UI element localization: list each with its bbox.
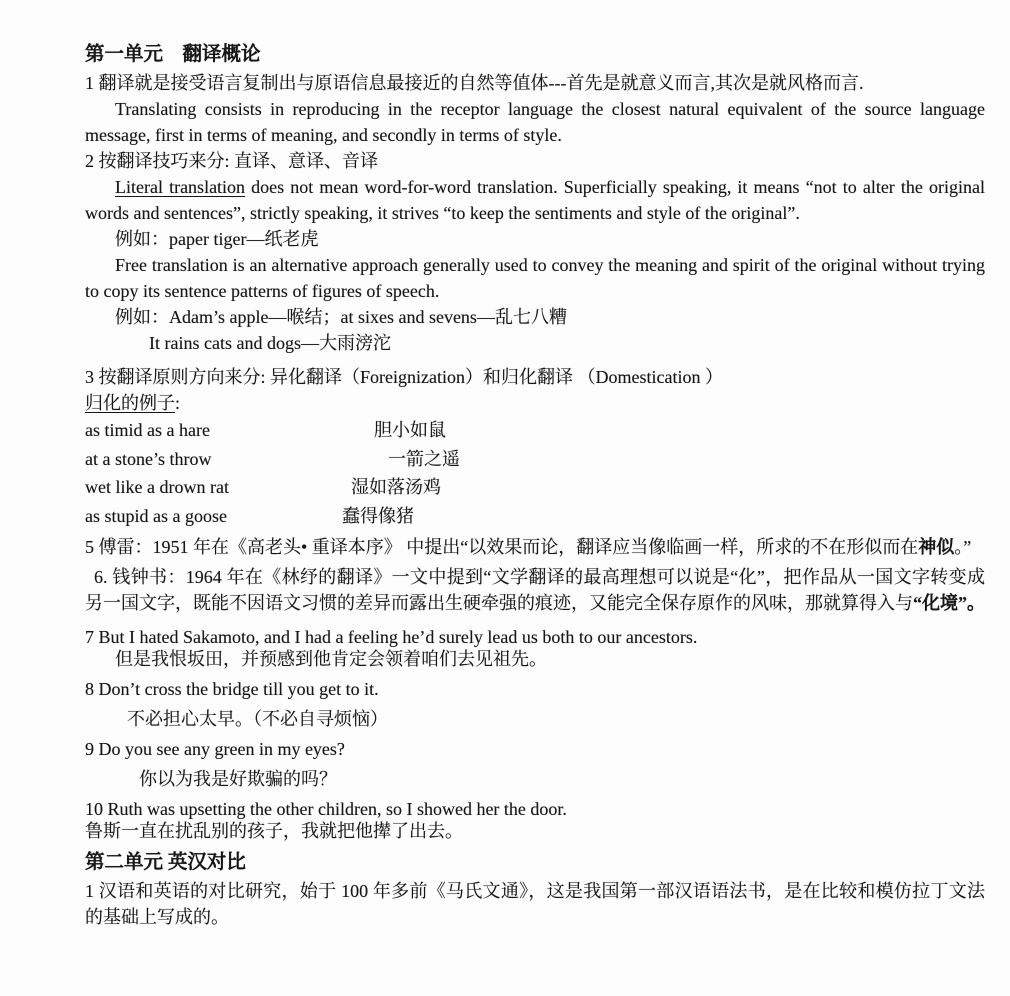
point7-en-segment-0: 7 But I hated Sakamoto, and I had a feeling he’d surely lead us both to our ancestors. — [85, 627, 698, 647]
point8-en-segment-0: 8 Don’t cross the bridge till you get to it. — [85, 679, 379, 699]
pair-hare-chinese: 胆小如鼠 — [374, 420, 446, 440]
free-example-2 — [85, 330, 985, 356]
point10-cn-segment-0: 鲁斯一直在扰乱别的孩子，我就把他撵了出去。 — [85, 821, 463, 841]
point5-fulei — [85, 534, 985, 560]
point8-cn — [85, 706, 985, 732]
free-example-2-segment-0: It rains cats and dogs—大雨滂沱 — [149, 333, 391, 353]
pair-rat-english: wet like a drown rat — [85, 477, 229, 497]
point5-fulei-segment-1: 神似 — [918, 537, 955, 557]
pair-hare-english: as timid as a hare — [85, 420, 210, 440]
point8-cn-segment-0: 不必担心太早。（不必自寻烦恼） — [127, 709, 388, 729]
domestication-examples-label — [85, 390, 985, 416]
pair-rat — [85, 474, 985, 502]
unit2-heading-segment-0: 第二单元 英汉对比 — [85, 852, 246, 873]
point6-qianzhongshu — [85, 564, 985, 616]
pair-stone-chinese: 一箭之遥 — [388, 448, 460, 469]
pair-goose — [85, 503, 985, 531]
point5-fulei-segment-2: 。” — [954, 537, 972, 557]
point7-cn-segment-0: 但是我恨坂田，并预感到他肯定会领着咱们去见祖先。 — [115, 649, 547, 669]
literal-example — [85, 226, 985, 252]
pair-rat-chinese: 湿如落汤鸡 — [351, 477, 441, 497]
point1-cn — [85, 70, 985, 96]
free-translation-def-segment-0: Free translation is an alternative approach generally used to convey the meaning and spirit of the original without trying to copy its sentence patterns of figures of speech. — [85, 255, 985, 301]
point6-qianzhongshu-segment-0: 6. 钱钟书：1964 年在《林纾的翻译》一文中提到“文学翻译的最高理想可以说是“化”，把作品从一国文字转变成另一国文字，既能不因语文习惯的差异而露出生硬牵强的痕迹，又能完全保存原作的风味，那就算得入与 — [85, 567, 985, 613]
free-example-1-segment-0: 例如：Adam’s apple—喉结；at sixes and sevens—乱七八糟 — [115, 307, 567, 327]
unit1-heading-segment-0: 第一单元 翻译概论 — [85, 44, 261, 65]
point8-en — [85, 676, 985, 702]
domestication-examples-label-segment-0: 归化的例子 — [85, 393, 175, 413]
pair-stone-english: at a stone’s throw — [85, 448, 212, 469]
free-translation-def — [85, 252, 985, 304]
point2-cn — [85, 148, 985, 174]
domestication-examples-label-segment-1: : — [175, 393, 181, 413]
literal-translation-def-segment-0: Literal translation — [115, 177, 246, 197]
pair-stone — [85, 446, 985, 474]
point9-cn — [85, 766, 985, 792]
point3-segment-0: 3 按翻译原则方向来分: 异化翻译（Foreignization）和归化翻译 （Domestication ） — [85, 367, 723, 387]
point9-en — [85, 736, 985, 762]
pair-hare — [85, 417, 985, 445]
unit1-heading — [85, 40, 985, 70]
point7-cn — [85, 646, 985, 672]
point6-qianzhongshu-segment-1: “化境”。 — [913, 593, 985, 613]
unit2-point1-segment-0: 1 汉语和英语的对比研究，始于 100 年多前《马氏文通》，这是我国第一部汉语语法书，是在比较和模仿拉丁文法的基础上写成的。 — [85, 881, 985, 927]
point2-cn-segment-0: 2 按翻译技巧来分: 直译、意译、音译 — [85, 151, 378, 171]
unit2-point1 — [85, 878, 985, 930]
point1-cn-segment-0: 1 翻译就是接受语言复制出与原语信息最接近的自然等值体---首先是就意义而言,其次是就风格而言. — [85, 73, 864, 93]
point10-en-segment-0: 10 Ruth was upsetting the other children, so I showed her the door. — [85, 799, 567, 819]
literal-translation-def — [85, 174, 985, 226]
point3 — [85, 364, 985, 390]
pair-goose-english: as stupid as a goose — [85, 505, 227, 526]
point5-fulei-segment-0: 5 傅雷：1951 年在《高老头• 重译本序》 中提出“以效果而论，翻译应当像临画一样，所求的不在形似而在 — [85, 537, 919, 557]
literal-translation-def-segment-1: does not mean word-for-word translation. Superficially speaking, it means “not to alter the original words and sentences”, strictly speaking, it strives “to keep the sentiments and style of the original”. — [85, 177, 985, 223]
pair-goose-chinese: 蠢得像猪 — [342, 505, 414, 526]
point9-en-segment-0: 9 Do you see any green in my eyes? — [85, 739, 345, 759]
literal-example-segment-0: 例如：paper tiger—纸老虎 — [115, 229, 319, 249]
point1-en — [85, 96, 985, 148]
point1-en-segment-0: Translating consists in reproducing in the receptor language the closest natural equivalent of the source language message, first in terms of meaning, and secondly in terms of style. — [85, 99, 985, 145]
point9-cn-segment-0: 你以为我是好欺骗的吗？ — [139, 769, 337, 789]
free-example-1 — [85, 304, 985, 330]
unit2-heading — [85, 848, 985, 878]
